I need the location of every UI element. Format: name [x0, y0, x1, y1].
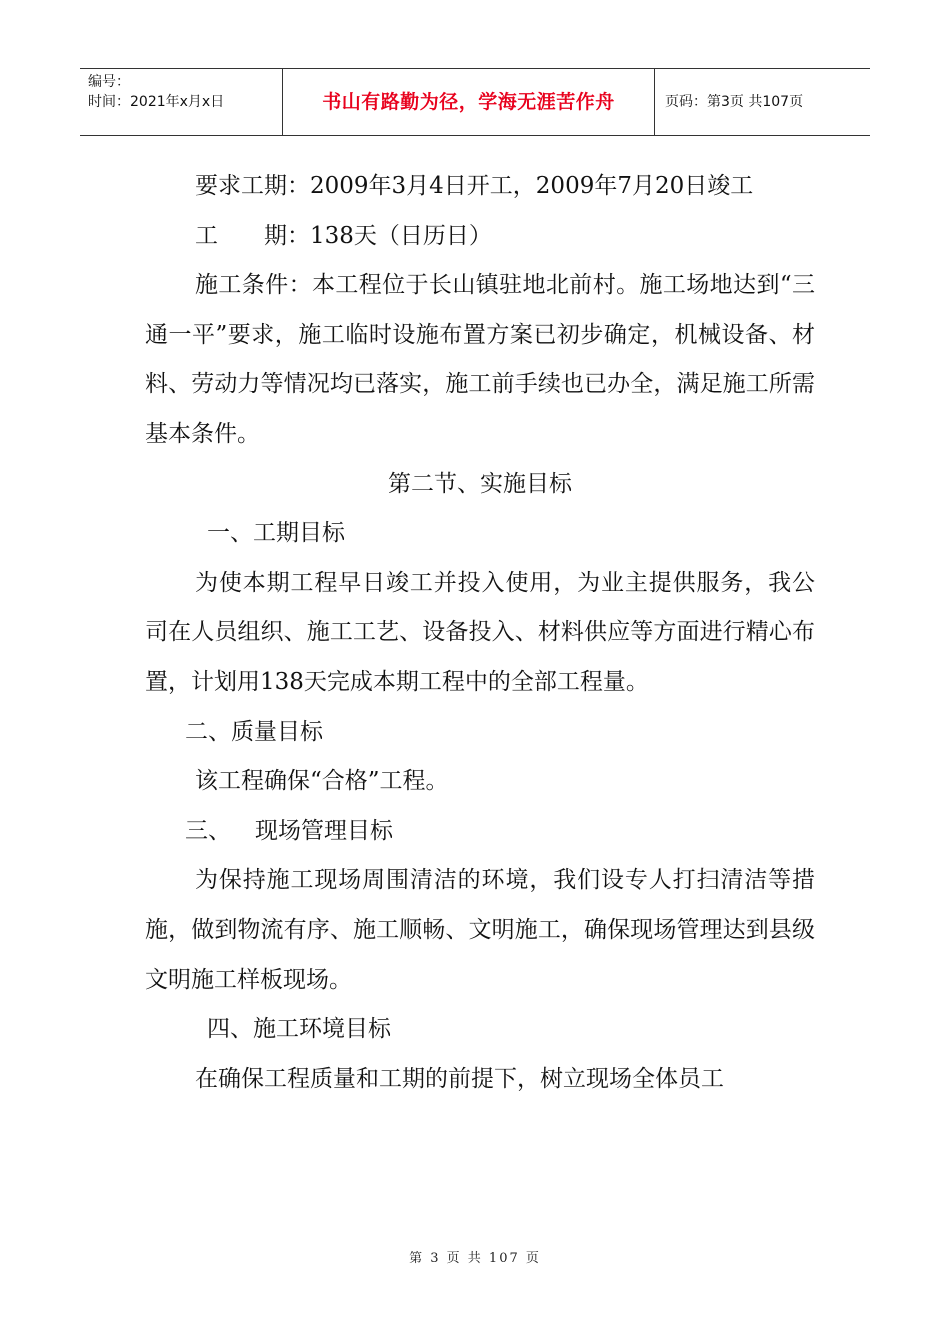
page-header — [80, 68, 870, 136]
heading-site-number: 三、 — [185, 817, 231, 844]
schedule-paragraph: 要求工期：2009年3月4日开工，2009年7月20日竣工 — [195, 173, 754, 199]
header-page-number: 页码：第3页 共107页 — [665, 94, 804, 110]
document-number-label: 编号： — [88, 74, 130, 90]
heading-quality-goal: 二、质量目标 — [185, 718, 323, 745]
header-motto: 书山有路勤为径，学海无涯苦作舟 — [283, 69, 655, 135]
heading-site-management-goal — [145, 807, 815, 857]
quality-goal-paragraph: 该工程确保“合格”工程。 — [195, 768, 449, 795]
heading-site-text: 现场管理目标 — [255, 817, 393, 844]
section-title: 第二节、实施目标 — [388, 470, 572, 497]
schedule-goal-paragraph: 为使本期工程早日竣工并投入使用，为业主提供服务，我公司在人员组织、施工工艺、设备投入、材料供应等方面进行精心布置，计划用138天完成本期工程中的全部工程量。 — [145, 569, 815, 695]
page-footer: 第 3 页 共 107 页 — [409, 1251, 541, 1266]
environment-paragraph: 在确保工程质量和工期的前提下，树立现场全体员工 — [195, 1065, 724, 1092]
heading-schedule-goal: 一、工期目标 — [207, 520, 345, 547]
duration-label-a: 工 — [195, 222, 218, 249]
conditions-paragraph: 施工条件：本工程位于长山镇驻地北前村。施工场地达到“三通一平”要求，施工临时设施布置方案已初步确定，机械设备、材料、劳动力等情况均已落实，施工前手续也已办全，满足施工所需基本条件。 — [145, 272, 815, 447]
heading-environment-goal: 四、施工环境目标 — [207, 1016, 391, 1043]
site-management-paragraph: 为保持施工现场周围清洁的环境，我们设专人打扫清洁等措施，做到物流有序、施工顺畅、文明施工，确保现场管理达到县级文明施工样板现场。 — [145, 867, 815, 993]
document-time-label: 时间：2021年x月x日 — [88, 94, 225, 110]
header-meta — [80, 69, 283, 135]
duration-paragraph — [145, 212, 815, 262]
duration-label-b: 期：138天（日历日） — [264, 222, 492, 249]
document-body — [145, 162, 815, 1104]
